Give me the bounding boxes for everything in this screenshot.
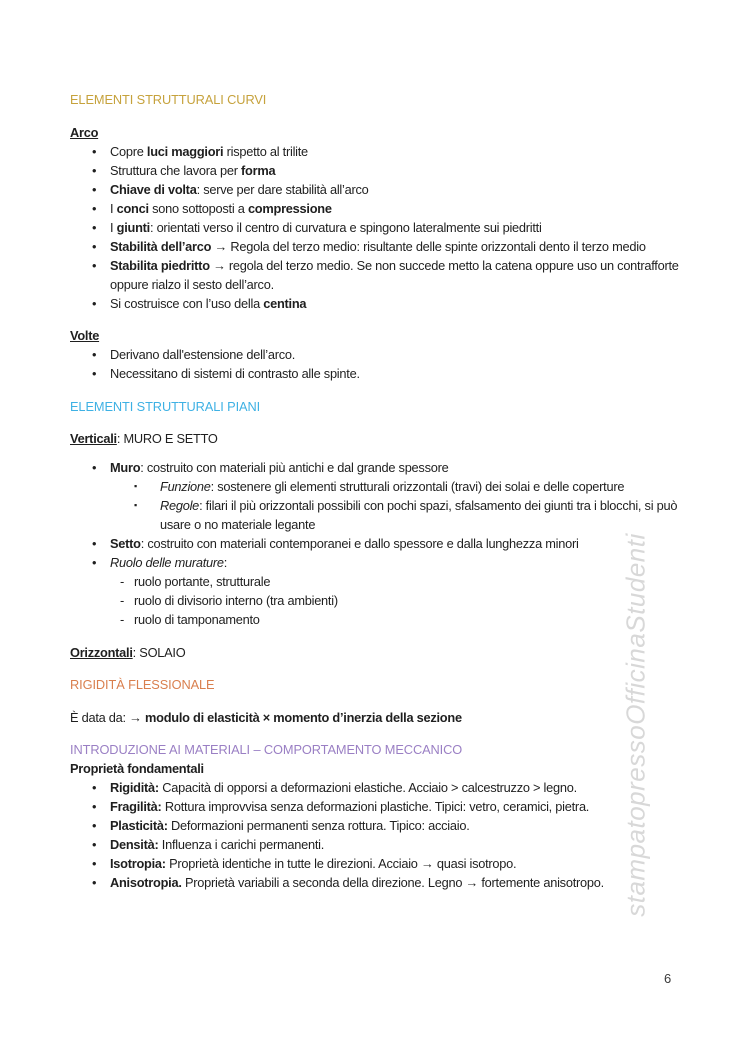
verticali-line [70, 429, 708, 448]
disc-bullet-marker: • [92, 257, 97, 273]
text-run: : costruito con materiali contemporanei e dallo spessore e dalla lunghezza minori [140, 536, 579, 551]
text-run: Si costruisce con l’uso della [110, 295, 264, 311]
text-run: : costruito con materiali più antichi e dal grande spessore [140, 460, 449, 475]
disc-bullet-marker: • [92, 143, 97, 159]
text-run: Deformazioni permanenti senza rottura. Tipico: acciaio. [167, 818, 470, 833]
list-item-text [110, 797, 708, 816]
list-item [70, 572, 708, 591]
disc-bullet-marker: • [92, 856, 97, 871]
text-run: forma [241, 162, 276, 178]
text-run: → Regola del terzo medio: risultante delle spinte orizzontali dento il terzo medio [211, 238, 646, 254]
text-run: Verticali [70, 431, 117, 446]
disc-bullet-marker: • [92, 837, 97, 852]
dash-bullet-marker: - [120, 574, 125, 589]
text-run: sono sottoposti a [148, 200, 248, 216]
list-item [70, 142, 708, 161]
disc-bullet-marker: • [92, 818, 97, 833]
list-item [70, 237, 708, 256]
list-item-text [110, 294, 708, 313]
section-heading-introduzione-materiali [70, 740, 708, 759]
list-item [70, 610, 708, 629]
text-run: Stabilita piedritto [110, 257, 210, 273]
text-run: Influenza i carichi permanenti. [158, 837, 325, 852]
list-item [70, 797, 708, 816]
watermark: stampatopressoOfficinaStudenti [620, 533, 651, 917]
text-run: rispetto al trilite [223, 143, 308, 159]
text-run: : [223, 555, 228, 570]
list-item-text [110, 199, 708, 218]
text-run: Proprietà fondamentali [70, 761, 204, 776]
text-run: Arco [70, 124, 99, 140]
volte-list [70, 345, 708, 383]
list-item [70, 534, 708, 553]
text-run: Chiave di volta [110, 181, 197, 197]
dash-bullet-marker: - [120, 593, 125, 608]
list-item [70, 199, 708, 218]
list-item-text [160, 477, 708, 496]
disc-bullet-marker: • [92, 799, 97, 814]
list-item [70, 854, 708, 873]
list-item-text [110, 835, 708, 854]
square-bullet-marker: ▪ [134, 481, 137, 491]
subheading-arco [70, 123, 708, 142]
text-run: Derivano dall'estensione dell’arco. [110, 347, 296, 362]
disc-bullet-marker: • [92, 536, 97, 551]
disc-bullet-marker: • [92, 460, 97, 475]
text-run: Volte [70, 328, 100, 343]
section-heading-elementi-curvi [70, 90, 708, 109]
text-run: I [110, 200, 117, 216]
proprieta-fondamentali-line [70, 759, 708, 778]
text-run: Stabilità dell’arco [110, 238, 212, 254]
list-item-text [110, 458, 708, 477]
text-run: ruolo di tamponamento [134, 612, 260, 627]
list-item-text [110, 873, 708, 892]
list-item [70, 345, 708, 364]
text-run: Densità: [110, 837, 159, 852]
text-run: Plasticità: [110, 818, 168, 833]
list-item-text [110, 364, 708, 383]
list-item [70, 816, 708, 835]
list-item [70, 553, 708, 572]
text-run: : orientati verso il centro di curvatura e spingono lateralmente sui piedritti [149, 219, 542, 235]
text-run: È data da: → [70, 709, 145, 725]
list-item-text [110, 218, 708, 237]
page-number: 6 [664, 971, 672, 986]
list-item-text [110, 345, 708, 364]
list-item [70, 218, 708, 237]
section-heading-rigidita-flessionale [70, 675, 708, 694]
text-run: I [110, 219, 117, 235]
list-item [70, 364, 708, 383]
text-run: centina [263, 295, 307, 311]
text-run: Anisotropia. [110, 875, 182, 890]
text-run: → regola del terzo medio. Se non succede metto la catena oppure uso un contrafforte oppure rialzo il sesto dell’arco. [110, 257, 679, 292]
text-run: ruolo di divisorio interno (tra ambienti) [134, 593, 338, 608]
list-item [70, 256, 708, 294]
text-run: ELEMENTI STRUTTURALI PIANI [70, 398, 261, 414]
disc-bullet-marker: • [92, 780, 97, 795]
text-run: : MURO E SETTO [116, 431, 218, 446]
disc-bullet-marker: • [92, 219, 97, 235]
text-run: Funzione [160, 479, 211, 494]
list-item [70, 835, 708, 854]
disc-bullet-marker: • [92, 181, 97, 197]
list-item [70, 161, 708, 180]
text-run: Necessitano di sistemi di contrasto alle spinte. [110, 366, 360, 381]
list-item-text [110, 256, 708, 294]
section-heading-elementi-piani [70, 397, 708, 416]
verticali-list [70, 458, 708, 629]
text-run: compressione [247, 200, 332, 216]
square-bullet-marker: ▪ [134, 500, 137, 510]
text-run: Ruolo delle murature [110, 555, 224, 570]
text-run: Proprietà variabili a seconda della direzione. Legno → fortemente anisotropo. [181, 875, 604, 890]
proprieta-list [70, 778, 708, 892]
text-run: Orizzontali [70, 644, 133, 660]
text-run: ELEMENTI STRUTTURALI CURVI [70, 92, 267, 107]
text-run: ruolo portante, strutturale [134, 574, 271, 589]
disc-bullet-marker: • [92, 200, 97, 216]
text-run: Copre [110, 143, 147, 159]
list-item [70, 294, 708, 313]
disc-bullet-marker: • [92, 366, 97, 381]
text-run: : sostenere gli elementi strutturali orizzontali (travi) dei solai e delle coperture [210, 479, 625, 494]
text-run: luci maggiori [146, 143, 224, 159]
list-item-text [110, 180, 708, 199]
text-run: conci [116, 200, 149, 216]
list-item-text [110, 778, 708, 797]
list-item [70, 458, 708, 477]
text-run: Muro [110, 460, 141, 475]
disc-bullet-marker: • [92, 347, 97, 362]
text-run: Isotropia: [110, 856, 166, 871]
disc-bullet-marker: • [92, 875, 97, 890]
text-run: Setto [110, 536, 141, 551]
text-run: : SOLAIO [132, 644, 186, 660]
text-run: Struttura che lavora per [110, 162, 242, 178]
list-item-text [110, 816, 708, 835]
text-run: RIGIDITÀ FLESSIONALE [70, 677, 215, 692]
disc-bullet-marker: • [92, 555, 97, 570]
list-item-text [110, 237, 708, 256]
list-item [70, 591, 708, 610]
list-item-text [110, 142, 708, 161]
list-item-text [110, 161, 708, 180]
disc-bullet-marker: • [92, 295, 97, 311]
text-run: giunti [116, 219, 150, 235]
list-item [70, 477, 708, 496]
text-run: modulo di elasticità × momento d’inerzia della sezione [145, 709, 462, 725]
text-run: INTRODUZIONE AI MATERIALI – COMPORTAMENTO MECCANICO [70, 742, 463, 757]
text-run: Rigidità: [110, 780, 159, 795]
list-item-text [110, 854, 708, 873]
subheading-volte [70, 326, 708, 345]
rigidita-formula-line [70, 708, 708, 727]
page-content [70, 90, 708, 892]
disc-bullet-marker: • [92, 162, 97, 178]
list-item-text [160, 496, 708, 534]
list-item-text [110, 553, 708, 572]
list-item [70, 873, 708, 892]
text-run: : filari il più orizzontali possibili con pochi spazi, sfalsamento dei giunti tra i blocchi, si può usare o no materiale legante [160, 498, 678, 532]
text-run: Rottura improvvisa senza deformazioni plastiche. Tipici: vetro, ceramici, pietra. [161, 799, 590, 814]
text-run: Regole [160, 498, 200, 513]
dash-bullet-marker: - [120, 612, 125, 627]
text-run: Fragilità: [110, 799, 162, 814]
text-run: : serve per dare stabilità all’arco [196, 181, 369, 197]
list-item [70, 778, 708, 797]
list-item-text [110, 534, 708, 553]
text-run: Capacità di opporsi a deformazioni elastiche. Acciaio > calcestruzzo > legno. [158, 780, 577, 795]
disc-bullet-marker: • [92, 238, 97, 254]
text-run: Proprietà identiche in tutte le direzioni. Acciaio → quasi isotropo. [165, 856, 517, 871]
list-item [70, 496, 708, 534]
orizzontali-line [70, 643, 708, 662]
arco-list [70, 142, 708, 313]
list-item [70, 180, 708, 199]
